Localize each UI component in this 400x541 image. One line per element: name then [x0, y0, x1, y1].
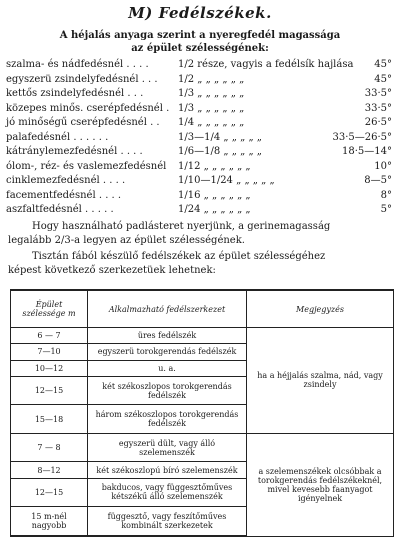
pitch-angle: 8—5°: [364, 175, 392, 186]
width-cell: 12—15: [11, 376, 88, 405]
roofing-material-label: kátránylemezfedésnél . . . .: [6, 146, 143, 157]
width-cell: 15—18: [11, 405, 88, 434]
roofing-material-label: aszfaltfedésnél . . . . .: [6, 204, 114, 215]
pitch-angle: 18·5—14°: [342, 146, 392, 157]
pitch-row: [6, 74, 394, 88]
pitch-angle: 45°: [374, 73, 392, 85]
paragraph-2-line-2: képest következő szerkezetüek lehetnek:: [8, 265, 216, 276]
pitch-angle: 8°: [380, 189, 392, 201]
pitch-fraction: 1/3 „ „ „ „ „ „: [178, 88, 245, 99]
header-width: Épület szélessége m: [11, 290, 88, 328]
roofing-material-label: ólom-, réz- és vaslemezfedésnél: [6, 160, 167, 172]
table-row: [11, 328, 394, 344]
pitch-fraction: 1/2 „ „ „ „ „ „: [178, 73, 245, 85]
width-cell: 10—12: [11, 360, 88, 376]
width-cell: 8—12: [11, 462, 88, 478]
page-title: M) Fedélszékek.: [128, 4, 272, 22]
intro-line-1: A héjalás anyaga szerint a nyeregfedél magassága: [59, 30, 341, 41]
table-row: [11, 433, 394, 462]
pitch-row: [6, 175, 394, 189]
header-construction: Alkalmazható fedélszerkezet: [88, 290, 247, 328]
roofing-material-label: egyszerü zsindelyfedésnél . . .: [6, 73, 158, 85]
construction-cell: három székoszlopos torokgerendás fedélszék: [88, 405, 247, 434]
roofing-material-label: kettős zsindelyfedésnél . . .: [6, 88, 144, 99]
pitch-row: [6, 132, 394, 146]
note-cell: a szelemenszékek olcsóbbak a torokgerendás fedélszékeknél, mivel kevesebb faanyagot igényelnek: [247, 433, 394, 536]
pitch-angle: 33·5°: [364, 102, 392, 114]
pitch-row: [6, 204, 394, 218]
pitch-fraction: 1/3 „ „ „ „ „ „: [178, 102, 245, 114]
construction-cell: függesztő, vagy feszítőműves kombinált szerkezetek: [88, 507, 247, 536]
header-notes: Megjegyzés: [247, 290, 394, 328]
roofing-material-label: palafedésnél . . . . . .: [6, 131, 109, 143]
pitch-row: [6, 161, 394, 175]
intro-line-2: az épület szélességének:: [131, 43, 269, 54]
pitch-angle: 45°: [374, 59, 392, 70]
roofing-material-label: jó minőségű cserépfedésnél . .: [6, 117, 160, 128]
width-cell: 6 — 7: [11, 328, 88, 344]
construction-cell: egyszerü dült, vagy álló szelemenszék: [88, 433, 247, 462]
pitch-fraction: 1/3—1/4 „ „ „ „ „: [178, 131, 262, 143]
note-cell: ha a héjjalás szalma, nád, vagy zsindely: [247, 328, 394, 434]
roofing-material-label: szalma- és nádfedésnél . . . .: [6, 59, 149, 70]
table-header-row: [11, 290, 394, 328]
width-cell: 7—10: [11, 344, 88, 360]
width-cell: 15 m-nél nagyobb: [11, 507, 88, 536]
pitch-angle: 33·5—26·5°: [332, 131, 392, 143]
pitch-fraction: 1/4 „ „ „ „ „ „: [178, 117, 245, 128]
roof-structure-table: [10, 289, 394, 537]
roofing-material-label: facementfedésnél . . . .: [6, 189, 122, 201]
pitch-angle: 26·5°: [364, 117, 392, 128]
paragraph-1-line-2: legalább 2/3-a legyen az épület szélességének.: [8, 235, 245, 246]
construction-cell: két székoszlopos torokgerendás fedélszék: [88, 376, 247, 405]
pitch-fraction: 1/2 része, vagyis a fedélsík hajlása: [178, 59, 354, 70]
pitch-fraction: 1/12 „ „ „ „ „ „: [178, 160, 251, 172]
construction-cell: két székoszlopú bíró szelemenszék: [88, 462, 247, 478]
width-cell: 7 — 8: [11, 433, 88, 462]
pitch-angle: 33·5°: [364, 88, 392, 99]
construction-cell: üres fedélszék: [88, 328, 247, 344]
construction-cell: bakducos, vagy függesztőműves kétszékű álló szelemenszék: [88, 478, 247, 507]
pitch-angle: 10°: [374, 160, 392, 172]
pitch-fraction: 1/16 „ „ „ „ „ „: [178, 189, 251, 201]
pitch-row: [6, 146, 394, 160]
pitch-fraction: 1/10—1/24 „ „ „ „ „: [178, 175, 275, 186]
roofing-material-label: cinklemezfedésnél . . . .: [6, 175, 126, 186]
roofing-material-label: közepes minős. cserépfedésnél .: [6, 102, 170, 114]
pitch-fraction: 1/24 „ „ „ „ „ „: [178, 204, 251, 215]
pitch-row: [6, 190, 394, 204]
pitch-row: [6, 103, 394, 117]
pitch-fraction: 1/6—1/8 „ „ „ „ „: [178, 146, 262, 157]
width-cell: 12—15: [11, 478, 88, 507]
paragraph-2-line-1: Tisztán fából készülő fedélszékek az épület szélességéhez: [32, 251, 326, 262]
pitch-angle: 5°: [380, 204, 392, 215]
construction-cell: egyszerü torokgerendás fedélszék: [88, 344, 247, 360]
construction-cell: u. a.: [88, 360, 247, 376]
pitch-row: [6, 59, 394, 73]
pitch-row: [6, 88, 394, 102]
paragraph-1-line-1: Hogy használható padlásteret nyerjünk, a gerinemagasság: [32, 221, 331, 232]
pitch-row: [6, 117, 394, 131]
